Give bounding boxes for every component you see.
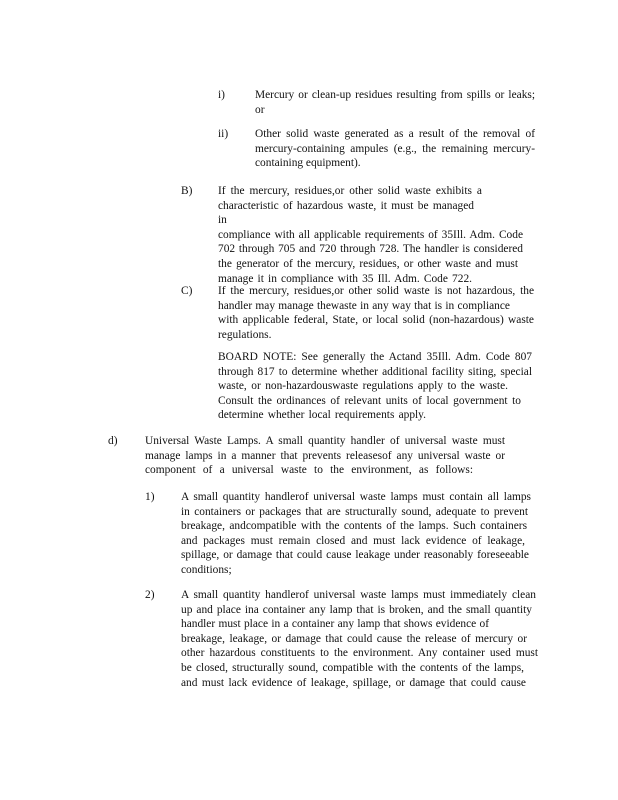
text-line: BOARD NOTE: See generally the Actand 35Ill. Adm. Code 807 — [218, 351, 532, 363]
item-label: B) — [181, 185, 193, 197]
text-line: Mercury or clean-up residues resulting from spills or leaks; — [255, 89, 535, 101]
text-line: mercury-containing ampules (e.g., the remaining mercury- — [255, 142, 535, 155]
text-line: up and place ina container any lamp that is broken, and the small quantity — [181, 603, 532, 616]
note-text — [218, 350, 532, 423]
item-text — [218, 284, 534, 342]
text-line: in containers or packages that are structurally sound, adequate to prevent — [181, 505, 528, 518]
text-line: waste, or non-hazardouswaste regulations apply to the waste. — [218, 380, 508, 393]
item-label: ii) — [218, 128, 229, 140]
item-text — [255, 127, 535, 171]
text-line: breakage, leakage, or damage that could cause the release of mercury or — [181, 632, 527, 645]
text-line: Universal Waste Lamps. A small quantity handler of universal waste must — [145, 435, 505, 447]
item-label: 1) — [145, 491, 155, 503]
item-label: 2) — [145, 589, 155, 601]
text-line: determine whether local requirements apply. — [218, 409, 426, 422]
item-text — [218, 184, 523, 286]
text-line: Other solid waste generated as a result of the removal of — [255, 128, 535, 140]
text-line: component of a universal waste to the environment, as follows: — [145, 464, 473, 477]
text-line: other hazardous constituents to the environment. Any container used must — [181, 647, 538, 660]
text-line: characteristic of hazardous waste, it must be managed in — [218, 199, 474, 227]
text-line: with applicable federal, State, or local solid (non-hazardous) waste — [218, 314, 534, 327]
text-line: spillage, or damage that could cause leakage under reasonably foreseeable — [181, 549, 529, 562]
text-line: handler must place in a container any lamp that shows evidence of — [181, 618, 489, 631]
text-line: If the mercury, residues,or other solid waste is not hazardous, the — [218, 285, 534, 297]
text-line: A small quantity handlerof universal waste lamps must immediately clean — [181, 589, 536, 601]
item-text — [181, 490, 531, 578]
text-line: and packages must remain closed and must lack evidence of leakage, — [181, 534, 525, 547]
text-line: A small quantity handlerof universal waste lamps must contain all lamps — [181, 491, 531, 503]
text-line: manage lamps in a manner that prevents releasesof any universal waste or — [145, 449, 505, 462]
text-line: compliance with all applicable requirements of 35Ill. Adm. Code — [218, 228, 523, 241]
text-line: conditions; — [181, 563, 232, 576]
text-line: 702 through 705 and 720 through 728. The handler is considered — [218, 243, 523, 256]
item-label: C) — [181, 285, 193, 297]
item-label: d) — [108, 435, 118, 447]
item-text — [145, 434, 505, 478]
text-line: through 817 to determine whether additional facility siting, special — [218, 365, 532, 378]
text-line: Consult the ordinances of relevant units of local government to — [218, 394, 521, 407]
text-line: the generator of the mercury, residues, or other waste and must — [218, 257, 518, 270]
text-line: and must lack evidence of leakage, spillage, or damage that could cause — [181, 676, 526, 689]
text-line: handler may manage thewaste in any way that is in compliance — [218, 299, 510, 312]
text-line: be closed, structurally sound, compatible with the contents of the lamps, — [181, 661, 524, 674]
item-text — [255, 88, 535, 117]
text-line: If the mercury, residues,or other solid waste exhibits a — [218, 185, 482, 197]
text-line: or — [255, 103, 265, 116]
text-line: regulations. — [218, 328, 272, 341]
text-line: manage it in compliance with 35 Ill. Adm. Code 722. — [218, 272, 472, 285]
text-line: containing equipment). — [255, 157, 361, 170]
item-label: i) — [218, 89, 225, 101]
item-text — [181, 588, 538, 690]
text-line: breakage, andcompatible with the contents of the lamps. Such containers — [181, 520, 527, 533]
